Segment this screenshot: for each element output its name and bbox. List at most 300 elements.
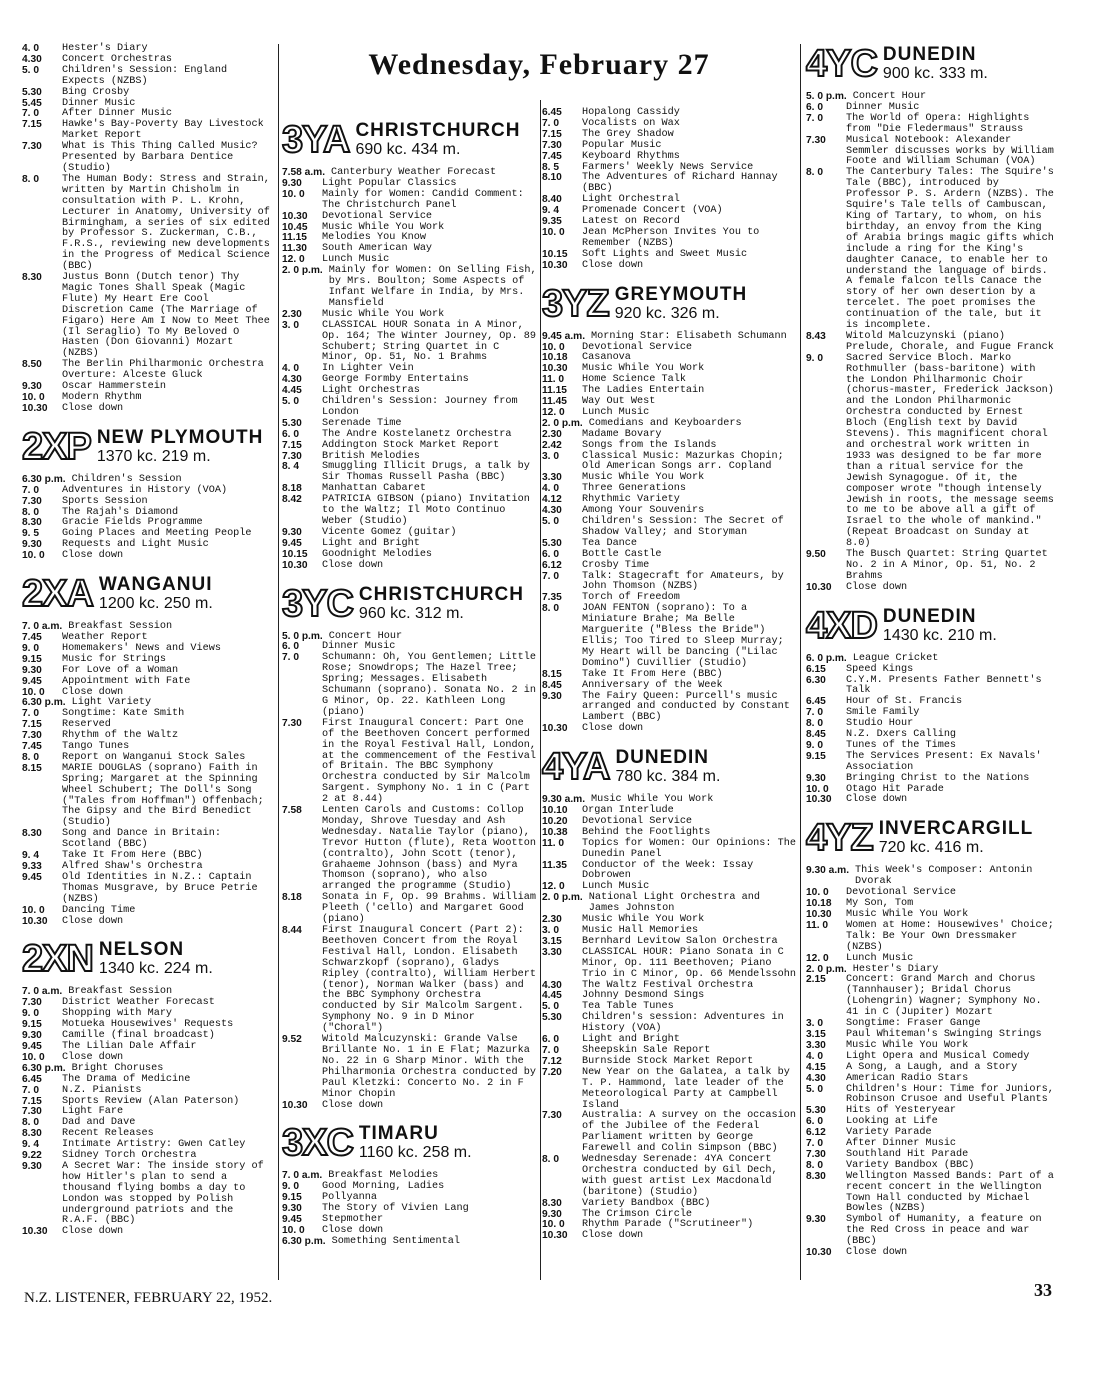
- entry-programme: Children's Session: The Secret of Shadow Valley; and Storyman: [582, 516, 784, 538]
- entry-programme: Devotional Service: [582, 341, 693, 353]
- schedule-entry: [282, 893, 538, 926]
- entry-time: 9.45: [22, 871, 42, 883]
- entry-programme: Dad and Dave: [62, 1117, 136, 1129]
- entry-programme: Report on Wanganui Stock Sales: [62, 751, 246, 763]
- entry-time: 3.30: [542, 472, 562, 484]
- schedule-entry: [282, 441, 538, 452]
- entry-programme: League Cricket: [852, 652, 939, 664]
- entry-programme: Bringing Christ to the Nations: [846, 772, 1030, 784]
- entry-programme: Sports Session: [62, 495, 148, 507]
- entry-time: 9.45: [282, 1214, 302, 1226]
- entry-programme: American Radio Stars: [846, 1072, 969, 1084]
- entry-time: 9.45: [22, 675, 42, 687]
- entry-programme: Good Morning, Ladies: [322, 1181, 445, 1193]
- entry-programme: CLASSICAL HOUR Sonata in A Minor, Op. 164; The Winter Journey, Op. 89 Schubert; String Quartet in C Minor, Op. 51, No. 1 Brahms: [322, 319, 536, 364]
- entry-programme: George Formby Entertains: [322, 374, 469, 386]
- schedule-entry: [282, 1237, 538, 1248]
- entry-time: 2.30: [542, 428, 562, 440]
- schedule-entry: [542, 561, 796, 572]
- schedule-entry: [806, 954, 1058, 965]
- entry-programme: South American Way: [322, 243, 433, 255]
- entry-time: 7. 0: [22, 708, 39, 720]
- entry-programme: Lunch Music: [846, 952, 914, 964]
- entry-time: 7.30: [806, 134, 826, 146]
- entry-programme: Vicente Gomez (guitar): [322, 526, 457, 538]
- schedule-entry: [282, 719, 538, 806]
- entry-time: 6.30 p.m.: [22, 697, 66, 709]
- schedule-entry: [22, 917, 274, 928]
- entry-programme: Alfred Shaw's Orchestra: [62, 861, 203, 872]
- entry-time: 7.30: [542, 1110, 562, 1122]
- entry-time: 7. 0 a.m.: [22, 621, 63, 633]
- entry-programme: Music for Strings: [62, 653, 166, 665]
- schedule-entry: [806, 1215, 1058, 1248]
- entry-programme: Close down: [62, 915, 124, 927]
- entry-programme: Requests and Light Music: [62, 539, 209, 551]
- schedule-entry: [806, 785, 1058, 796]
- entry-time: 5.30: [22, 86, 42, 98]
- schedule-entry: [542, 441, 796, 452]
- entry-programme: Studio Hour: [846, 718, 914, 730]
- schedule-entry: [282, 653, 538, 718]
- entry-programme: Rhythm of the Waltz: [62, 730, 179, 742]
- entry-programme: British Melodies: [322, 450, 420, 462]
- schedule-entry: [22, 175, 274, 273]
- entry-time: 9.15: [22, 1019, 42, 1031]
- entry-time: 6.12: [806, 1127, 826, 1139]
- entry-programme: After Dinner Music: [62, 108, 173, 120]
- entry-time: 7. 0: [542, 1044, 559, 1056]
- schedule-entry: [22, 88, 274, 99]
- entry-programme: New Year on the Galatea, a talk by T. P. Hammond, late leader of the Meteorological Party at Campbell Island: [582, 1066, 790, 1111]
- schedule-entry: [542, 343, 796, 354]
- schedule-entry: [22, 120, 274, 142]
- schedule-entry: [806, 1074, 1058, 1085]
- entry-time: 9.33: [22, 861, 42, 872]
- entry-time: 7.20: [542, 1066, 562, 1078]
- entry-programme: Canterbury Weather Forecast: [331, 167, 497, 178]
- entry-time: 7.30: [22, 997, 42, 1009]
- schedule-entry: [542, 130, 796, 141]
- schedule-entry: [806, 550, 1058, 583]
- station-name: DUNEDIN: [882, 605, 977, 627]
- entry-programme: Light and Bright: [322, 537, 420, 549]
- entry-time: 10.30: [22, 1226, 48, 1238]
- entry-programme: Justus Bonn (Dutch tenor) Thy Magic Tones Shall Speak (Magic Flute) My Heart Ere Cool Discretion Came (The Marriage of Figaro) Here Am I Now to Meet Thee (Il Seraglio) To My Beloved O Hasten (Don Giovanni) Mozart (NZBS): [62, 272, 270, 360]
- entry-time: 5. 0: [22, 64, 39, 76]
- entry-time: 11. 0: [806, 919, 829, 931]
- entry-programme: Variety Bandbox (BBC): [582, 1197, 711, 1209]
- entry-programme: Take It From Here (BBC): [582, 668, 723, 680]
- entry-time: 10. 0: [282, 1224, 305, 1236]
- entry-programme: Concert: Grand March and Chorus (Tannhauser); Bridal Chorus (Lohengrin) Wagner; Symphony No. 41 in C (Jupiter) Mozart: [846, 974, 1042, 1019]
- entry-time: 12. 0: [542, 406, 565, 418]
- entry-programme: Torch of Freedom: [582, 592, 680, 604]
- entry-time: 5.30: [542, 537, 562, 549]
- schedule-entry: [22, 540, 274, 551]
- entry-time: 8.18: [282, 483, 302, 495]
- column-1: [22, 44, 274, 1238]
- entry-programme: Music While You Work: [582, 363, 705, 375]
- entry-time: 5. 0 p.m.: [806, 91, 847, 102]
- entry-programme: Music While You Work: [846, 909, 969, 920]
- entry-programme: MARIE DOUGLAS (soprano) Faith in Spring; Margaret at the Spinning Wheel Schubert; The Doll's Song ("Tales from Hoffman") Offenbach; The Gipsy and the Bird Benedict (Studio): [62, 762, 264, 829]
- entry-time: 3.30: [542, 946, 562, 958]
- entry-time: 4.30: [282, 374, 302, 386]
- entry-programme: Rhythmic Variety: [582, 494, 680, 506]
- entry-programme: Pollyanna: [322, 1192, 378, 1204]
- entry-programme: Anniversary of the Week: [582, 679, 723, 691]
- entry-time: 8.30: [22, 517, 42, 529]
- schedule-entry: [282, 190, 538, 212]
- schedule-entry: [282, 1182, 538, 1193]
- schedule-entry: [542, 539, 796, 550]
- entry-programme: Close down: [322, 559, 384, 571]
- schedule-list: [542, 332, 796, 736]
- entry-time: 10.30: [806, 581, 832, 593]
- schedule-entry: [542, 452, 796, 474]
- entry-time: 4.30: [542, 505, 562, 517]
- entry-programme: Children's Session: Journey from London: [322, 396, 518, 418]
- schedule-entry: [22, 393, 274, 404]
- entry-time: 7.15: [282, 439, 302, 451]
- schedule-entry: [542, 692, 796, 725]
- entry-programme: A Song, a Laugh, and a Story: [846, 1061, 1018, 1073]
- entry-programme: C.Y.M. Presents Father Bennett's Talk: [846, 674, 1042, 697]
- entry-time: 7.15: [22, 119, 42, 131]
- station-frequency: 900 kc. 333 m.: [882, 65, 988, 82]
- schedule-entry: [542, 948, 796, 981]
- entry-programme: Farmers' Weekly News Service: [582, 161, 754, 173]
- entry-programme: Women at Home: Housewives' Choice; Talk: Be Your Own Dressmaker (NZBS): [846, 919, 1054, 953]
- entry-time: 8. 0: [542, 1154, 559, 1166]
- entry-time: 11. 0: [542, 374, 565, 386]
- entry-time: 7. 0: [542, 117, 559, 129]
- entry-time: 10.45: [282, 221, 308, 233]
- schedule-entry: [542, 141, 796, 152]
- station-logo: 3XC: [282, 1122, 353, 1165]
- schedule-entry: [22, 829, 274, 851]
- entry-time: 8. 0: [22, 1117, 39, 1129]
- entry-time: 9.30: [282, 526, 302, 538]
- entry-programme: Close down: [62, 1051, 124, 1063]
- entry-time: 10.20: [542, 815, 568, 827]
- schedule-entry: [22, 1097, 274, 1108]
- entry-programme: Bernhard Levitow Salon Orchestra: [582, 935, 778, 947]
- entry-programme: Sports Review (Alan Paterson): [62, 1095, 240, 1107]
- entry-programme: Musical Notebook: Alexander Semmler discusses works by William Foote and William Schuman (VOA): [846, 134, 1054, 168]
- entry-time: 5.30: [542, 1012, 562, 1024]
- entry-programme: Close down: [322, 1099, 384, 1111]
- entry-programme: Promenade Concert (VOA): [582, 205, 723, 217]
- entry-programme: Melodies You Know: [322, 232, 426, 244]
- entry-time: 4.15: [806, 1061, 826, 1073]
- entry-programme: Bright Choruses: [71, 1062, 164, 1074]
- entry-programme: Close down: [582, 1230, 644, 1242]
- entry-time: 4. 0: [282, 363, 299, 375]
- schedule-entry: [806, 168, 1058, 332]
- entry-programme: Music While You Work: [591, 794, 714, 806]
- station-logo: 2XA: [22, 573, 93, 616]
- entry-time: 8.30: [22, 272, 42, 284]
- schedule-entry: [22, 486, 274, 497]
- schedule-entry: [542, 1155, 796, 1199]
- entry-time: 4.30: [806, 1072, 826, 1084]
- entry-programme: Sacred Service Bloch. Marko Rothmuller (bass-baritone) with the London Philharmonic Choir (chorus-master, Frederick Jackson) and the London Philharmonic Orchestra conducted by Ernest Bloch (English text by David Stevens). This magnificent choral and orchestral work written in 1933 was designed to be far more than a ritual service for the Jewish Synagogue. Of it, the composer wrote "though intensely Jewish in roots, the message seems to me to be above all a gift of Israel to the whole of mankind." (Repeat Broadcast on Sunday at 8.0): [846, 352, 1054, 550]
- entry-time: 2. 0 p.m.: [542, 417, 583, 429]
- page-title: Wednesday, February 27: [368, 48, 710, 81]
- schedule-entry: [806, 975, 1058, 1019]
- entry-programme: Light Opera and Musical Comedy: [846, 1050, 1030, 1062]
- schedule-entry: [542, 1068, 796, 1112]
- entry-programme: Light and Bright: [582, 1034, 680, 1046]
- entry-time: 7.12: [542, 1055, 562, 1067]
- schedule-entry: [22, 66, 274, 88]
- entry-time: 10. 0: [282, 188, 305, 200]
- entry-time: 10.30: [22, 402, 48, 414]
- station-frequency: 1160 kc. 258 m.: [358, 1144, 472, 1162]
- entry-time: 8.40: [542, 194, 562, 206]
- entry-time: 9.30: [282, 1203, 302, 1215]
- entry-time: 7.45: [22, 631, 42, 643]
- entry-time: 8. 0: [22, 506, 39, 518]
- schedule-entry: [542, 861, 796, 883]
- station-logo: 2XP: [22, 425, 91, 468]
- station-logo: 3YC: [282, 582, 353, 625]
- entry-programme: Lenten Carols and Customs: Collop Monday, Shrove Tuesday and Ash Wednesday. Natalie Taylor (piano), Trevor Hutton (flute), Reta Wootton (contralto), John Scott (tenor), Grahaeme Johnson (bass) and Myra Thomson (soprano), who also arranged the programme (Studio): [322, 805, 536, 893]
- entry-time: 9.30: [806, 1214, 826, 1226]
- entry-time: 6.30 p.m.: [282, 1235, 326, 1247]
- entry-programme: Symbol of Humanity, a feature on the Red Cross in peace and war (BBC): [846, 1214, 1042, 1248]
- entry-time: 6. 0 p.m.: [806, 652, 847, 664]
- station-logo: 4XD: [806, 604, 877, 647]
- station-frequency: 780 kc. 384 m.: [615, 768, 721, 786]
- entry-programme: The Waltz Festival Orchestra: [582, 979, 754, 991]
- entry-time: 8. 4: [282, 461, 299, 473]
- schedule-entry: [806, 665, 1058, 676]
- entry-programme: Music Hall Memories: [582, 925, 699, 936]
- entry-time: 4.45: [542, 990, 562, 1002]
- entry-time: 6.45: [22, 1073, 42, 1085]
- entry-programme: Hits of Yesteryear: [846, 1105, 957, 1117]
- entry-programme: Behind the Footlights: [582, 826, 711, 838]
- entry-programme: The World of Opera: Highlights from "Die Fledermaus" Strauss: [846, 112, 1030, 135]
- entry-time: 10. 0: [22, 1051, 45, 1063]
- entry-time: 2.30: [282, 308, 302, 320]
- column-divider: [540, 100, 541, 1280]
- schedule-entry: [22, 142, 274, 175]
- entry-programme: Jean McPherson Invites You to Remember (NZBS): [582, 226, 760, 249]
- schedule-entry: [806, 1085, 1058, 1107]
- station-frequency: 1370 kc. 219 m.: [96, 447, 211, 465]
- schedule-entry: [22, 360, 274, 382]
- entry-time: 5. 0: [542, 1001, 559, 1013]
- entry-programme: Dancing Time: [62, 904, 136, 916]
- station-name: NELSON: [98, 939, 185, 961]
- entry-programme: Modern Rhythm: [62, 392, 142, 403]
- entry-time: 11.15: [542, 385, 567, 397]
- station-header: [806, 44, 1058, 84]
- entry-time: 6. 0: [282, 428, 299, 440]
- entry-programme: Breakfast Session: [68, 621, 173, 633]
- entry-time: 6.30: [806, 674, 826, 686]
- entry-programme: Stepmother: [322, 1214, 384, 1226]
- entry-time: 8. 0: [806, 167, 823, 179]
- entry-time: 6.45: [806, 696, 826, 708]
- entry-time: 7. 0: [282, 652, 299, 664]
- entry-time: 9.45: [22, 1040, 42, 1052]
- schedule-entry: [806, 1063, 1058, 1074]
- entry-programme: Smuggling Illicit Drugs, a talk by Sir Thomas Russell Pasha (BBC): [322, 461, 530, 484]
- schedule-entry: [542, 1231, 796, 1242]
- entry-programme: Mainly for Women: Candid Comment: The Christchurch Panel: [322, 188, 524, 211]
- entry-time: 10. 0: [22, 904, 45, 916]
- station-name: CHRISTCHURCH: [358, 583, 524, 605]
- entry-programme: Song and Dance in Britain: Scotland (BBC): [62, 828, 221, 851]
- entry-time: 6. 0: [282, 641, 299, 653]
- schedule-entry: [806, 114, 1058, 136]
- schedule-entry: [806, 136, 1058, 169]
- schedule-entry: [542, 397, 796, 408]
- schedule-entry: [22, 1107, 274, 1118]
- entry-programme: Looking at Life: [846, 1116, 938, 1128]
- entry-time: 2. 0 p.m.: [806, 963, 847, 975]
- schedule-list: [282, 1171, 538, 1247]
- station-logo: 2XN: [22, 938, 93, 981]
- entry-time: 8.43: [806, 330, 826, 342]
- station-frequency: 1340 kc. 224 m.: [98, 960, 213, 978]
- schedule-entry: [282, 266, 538, 310]
- entry-programme: Music While You Work: [582, 914, 705, 926]
- entry-programme: Old Identities in N.Z.: Captain Thomas Musgrave, by Bruce Petrie (NZBS): [62, 871, 258, 905]
- entry-programme: Mainly for Women: On Selling Fish, by Mrs. Boulton; Some Aspects of Infant Welfare in India, by Mrs. Mansfield: [328, 265, 537, 309]
- entry-time: 10.30: [282, 1099, 308, 1111]
- entry-time: 10. 0: [806, 783, 829, 795]
- entry-time: 7.30: [282, 717, 302, 729]
- schedule-entry: [282, 244, 538, 255]
- entry-programme: In Lighter Vein: [322, 363, 414, 375]
- entry-time: 8.18: [282, 892, 302, 904]
- entry-programme: Close down: [582, 259, 644, 271]
- schedule-entry: [282, 1215, 538, 1226]
- schedule-list: [542, 795, 796, 1242]
- entry-time: 2. 0 p.m.: [542, 892, 583, 904]
- entry-time: 4. 0: [806, 1050, 823, 1062]
- station-logo: 4YZ: [806, 817, 873, 860]
- entry-programme: Devotional Service: [846, 887, 957, 899]
- entry-programme: Music While You Work: [322, 308, 445, 320]
- entry-time: 5. 0: [806, 1083, 823, 1095]
- entry-time: 3.30: [806, 1039, 826, 1051]
- entry-time: 10.38: [542, 826, 568, 838]
- schedule-entry: [542, 724, 796, 735]
- entry-programme: Crosby Time: [582, 559, 650, 571]
- schedule-entry: [806, 676, 1058, 698]
- entry-programme: Songtime: Kate Smith: [62, 708, 185, 720]
- entry-time: 9. 0: [282, 1181, 299, 1193]
- entry-time: 8. 0: [806, 718, 823, 730]
- schedule-entry: [282, 550, 538, 561]
- entry-time: 7.45: [542, 150, 562, 162]
- entry-programme: Popular Music: [582, 139, 662, 151]
- entry-time: 7. 0: [542, 570, 559, 582]
- schedule-list: [282, 168, 538, 572]
- entry-time: 10.30: [282, 210, 308, 222]
- entry-programme: The Grey Shadow: [582, 128, 674, 140]
- entry-programme: Reserved: [62, 719, 111, 731]
- schedule-entry: [806, 332, 1058, 354]
- schedule-entry: [806, 708, 1058, 719]
- schedule-entry: [282, 926, 538, 1035]
- entry-time: 7.30: [282, 450, 302, 462]
- entry-programme: Dinner Music: [62, 97, 136, 109]
- station-header: [282, 120, 538, 160]
- entry-time: 4.12: [542, 494, 562, 506]
- entry-time: 5.30: [282, 417, 302, 429]
- schedule-list: [22, 987, 274, 1238]
- schedule-entry: [22, 497, 274, 508]
- entry-time: 10.30: [22, 915, 48, 927]
- schedule-entry: [22, 382, 274, 393]
- entry-programme: District Weather Forecast: [62, 997, 215, 1009]
- schedule-entry: [542, 173, 796, 195]
- entry-time: 8.30: [542, 1197, 562, 1209]
- entry-programme: Devotional Service: [322, 210, 433, 222]
- entry-time: 10.30: [542, 363, 568, 375]
- entry-time: 8. 0: [22, 751, 39, 763]
- entry-programme: Burnside Stock Market Report: [582, 1055, 754, 1067]
- entry-time: 7.15: [22, 1095, 42, 1107]
- schedule-entry: [22, 1075, 274, 1086]
- entry-programme: The Canterbury Tales: The Squire's Tale (BBC), introduced by Professor P. S. Ardern (NZBS). The Squire's Tale tells of Cambuscan, King of Tartary, to whom, on his birthday, an envoy from the King of Arabia brings magic gifts which include a ring for the King's daughter Canace, to enable her to understand the language of birds. A female falcon tells Canace the story of her own desertion by a tercelet. The poet promises the continuation of the tale, but it is incomplete.: [846, 167, 1054, 332]
- entry-programme: Talk: Stagecraft for Amateurs, by John Thomson (NZBS): [582, 570, 784, 593]
- entry-time: 10. 0: [22, 392, 45, 403]
- entry-programme: Johnny Desmond Sings: [582, 990, 705, 1002]
- entry-programme: Comedians and Keyboarders: [588, 417, 742, 429]
- schedule-entry: [282, 1035, 538, 1100]
- entry-programme: Australia: A survey on the occasion of the Jubilee of the Federal Parliament written by George Farewell and Colin Simpson (BBC): [582, 1110, 796, 1155]
- entry-time: 3.15: [806, 1028, 826, 1040]
- entry-time: 8.10: [542, 172, 562, 184]
- station-header: [22, 427, 274, 467]
- schedule-entry: [22, 1162, 274, 1227]
- entry-time: 5. 0 p.m.: [282, 630, 323, 642]
- entry-time: 10. 0: [22, 686, 45, 698]
- schedule-entry: [282, 632, 538, 643]
- entry-programme: My Son, Tom: [846, 898, 914, 910]
- entry-programme: Close down: [582, 723, 644, 735]
- entry-time: 3. 0: [542, 450, 559, 462]
- entry-programme: First Inaugural Concert: Part One of the Beethoven Concert performed in the Royal Festival Hall, London, at the commencement of the Festival of Britain. The BBC Symphony Orchestra conducted by Sir Malcolm Sargent. Symphony No. 1 in C (Part 2 at 8.44): [322, 717, 536, 806]
- entry-programme: Variety Parade: [846, 1127, 932, 1139]
- schedule-list: [22, 44, 274, 415]
- entry-time: 8. 0: [22, 173, 39, 185]
- entry-programme: National Light Orchestra and James Johnston: [588, 892, 760, 915]
- schedule-list: [806, 654, 1058, 807]
- entry-time: 9.30: [22, 1030, 42, 1042]
- station-frequency: 960 kc. 312 m.: [358, 604, 464, 622]
- entry-programme: Tea Dance: [582, 537, 638, 549]
- entry-programme: Tunes of the Times: [846, 739, 957, 751]
- schedule-list: [282, 632, 538, 1112]
- entry-programme: The Story of Vivien Lang: [322, 1203, 469, 1215]
- entry-programme: Going Places and Meeting People: [62, 528, 252, 540]
- entry-time: 10.30: [282, 559, 308, 571]
- entry-programme: Three Generations: [582, 483, 686, 495]
- entry-programme: Casanova: [582, 352, 631, 364]
- station-name: WANGANUI: [98, 574, 213, 596]
- schedule-entry: [806, 752, 1058, 774]
